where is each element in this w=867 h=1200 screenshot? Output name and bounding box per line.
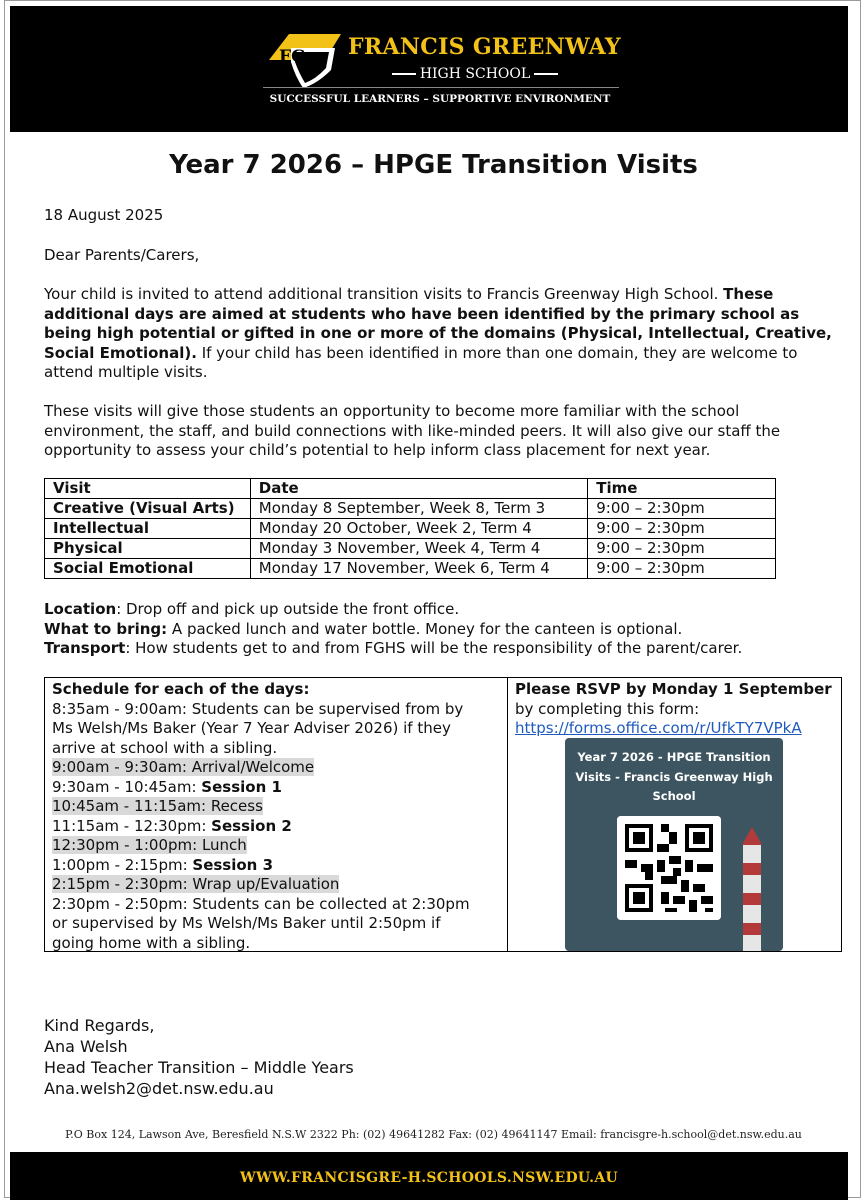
time-cell: 9:00 – 2:30pm [588,539,776,559]
location-line: Location: Drop off and pick up outside the front office. [44,600,460,618]
logistics-info [44,600,742,659]
date-cell: Monday 3 November, Week 4, Term 4 [250,539,587,559]
date-cell: Monday 8 September, Week 8, Term 3 [250,499,587,519]
school-name: FRANCIS GREENWAY [348,34,621,60]
schedule-line: 2:15pm - 2:30pm: Wrap up/Evaluation [52,875,340,893]
purpose-paragraph: These visits will give those students an opportunity to become more familiar with the school environment, the staff, and build connections with like-minded peers. It will also give our staff the opportunity to assess your child’s potential to help inform class placement for next year. [44,402,781,459]
schedule-line: going home with a sibling. [52,933,251,952]
lighthouse-icon [730,823,774,951]
footer-banner [10,1152,848,1200]
time-cell: 9:00 – 2:30pm [588,519,776,539]
visit-cell: Physical [45,539,251,559]
school-tagline: SUCCESSFUL LEARNERS – SUPPORTIVE ENVIRONMENT [269,93,611,105]
sender-name: Ana Welsh [44,1037,128,1056]
table-header-row [45,479,776,499]
schedule-column [52,680,502,953]
schedule-line: arrive at school with a sibling. [52,738,278,757]
bring-line: What to bring: A packed lunch and water bottle. Money for the canteen is optional. [44,619,683,638]
schedule-line: 1:00pm - 2:15pm: Session 3 [52,855,274,874]
rsvp-form-link[interactable]: https://forms.office.com/r/UfkTY7VPkA [515,719,802,737]
schedule-line: 8:35am - 9:00am: Students can be supervised from by [52,699,464,718]
school-logo [255,26,625,121]
box-divider [507,678,508,951]
footer-address: P.O Box 124, Lawson Ave, Beresfield N.S.W 2322 Ph: (02) 49641282 Fax: (02) 49641147 Email: francisgre-h.school@det.nsw.edu.au [65,1128,802,1141]
sender-email: Ana.welsh2@det.nsw.edu.au [44,1079,274,1098]
header-visit: Visit [45,479,251,499]
intro-paragraph: Your child is invited to attend additional transition visits to Francis Greenway High School. These additional days are aimed at students who have been identified by the primary school as being high potential or gifted in one or more of the domains (Physical, Intellectual, Creative, Social Emotional). If your child has been identified in more than one domain, they are welcome to attend multiple visits. [44,285,832,381]
schedule-line: 9:00am - 9:30am: Arrival/Welcome [52,758,315,776]
qr-code-card[interactable] [565,738,783,951]
schedule-line: 10:45am - 11:15am: Recess [52,797,263,815]
table-row [45,499,776,519]
sender-role: Head Teacher Transition – Middle Years [44,1058,354,1077]
schedule-heading: Schedule for each of the days: [52,680,310,698]
qr-code-icon [617,816,721,920]
schedule-line: 11:15am - 12:30pm: Session 2 [52,816,292,835]
table-row [45,539,776,559]
schedule-line: Ms Welsh/Ms Baker (Year 7 Year Adviser 2026) if they [52,719,451,737]
letterhead-banner [10,6,848,132]
visit-cell: Intellectual [45,519,251,539]
time-cell: 9:00 – 2:30pm [588,499,776,519]
footer-website: WWW.FRANCISGRE-H.SCHOOLS.NSW.EDU.AU [239,1170,619,1186]
letter-title: Year 7 2026 – HPGE Transition Visits [169,150,698,180]
date-cell: Monday 20 October, Week 2, Term 4 [250,519,587,539]
schedule-line: or supervised by Ms Welsh/Ms Baker until 2:50pm if [52,914,441,932]
visits-table [44,478,776,579]
header-date: Date [250,479,587,499]
header-time: Time [588,479,776,499]
schedule-line: 9:30am - 10:45am: Session 1 [52,777,282,796]
visit-cell: Creative (Visual Arts) [45,499,251,519]
table-row [45,519,776,539]
schedule-line: 12:30pm - 1:00pm: Lunch [52,836,247,854]
schedule-line: 2:30pm - 2:50pm: Students can be collected at 2:30pm [52,894,470,913]
sign-off [44,1015,354,1099]
time-cell: 9:00 – 2:30pm [588,559,776,579]
school-subtitle: HIGH SCHOOL [375,66,575,82]
letter-date: 18 August 2025 [44,206,164,224]
crest-text: FG [279,47,306,67]
transport-line: Transport: How students get to and from FGHS will be the responsibility of the parent/carer. [44,639,743,657]
visit-cell: Social Emotional [45,559,251,579]
schedule-rsvp-box [44,677,842,952]
tagline-rule [263,87,619,88]
rsvp-column [515,680,837,739]
regards-text: Kind Regards, [44,1016,155,1035]
table-row [45,559,776,579]
rsvp-text: by completing this form: [515,699,700,718]
date-cell: Monday 17 November, Week 6, Term 4 [250,559,587,579]
greeting: Dear Parents/Carers, [44,246,200,264]
qr-card-title: Year 7 2026 - HPGE Transition Visits - Francis Greenway High School [575,750,773,803]
rsvp-heading: Please RSVP by Monday 1 September [515,680,832,698]
school-crest-icon [265,30,343,88]
